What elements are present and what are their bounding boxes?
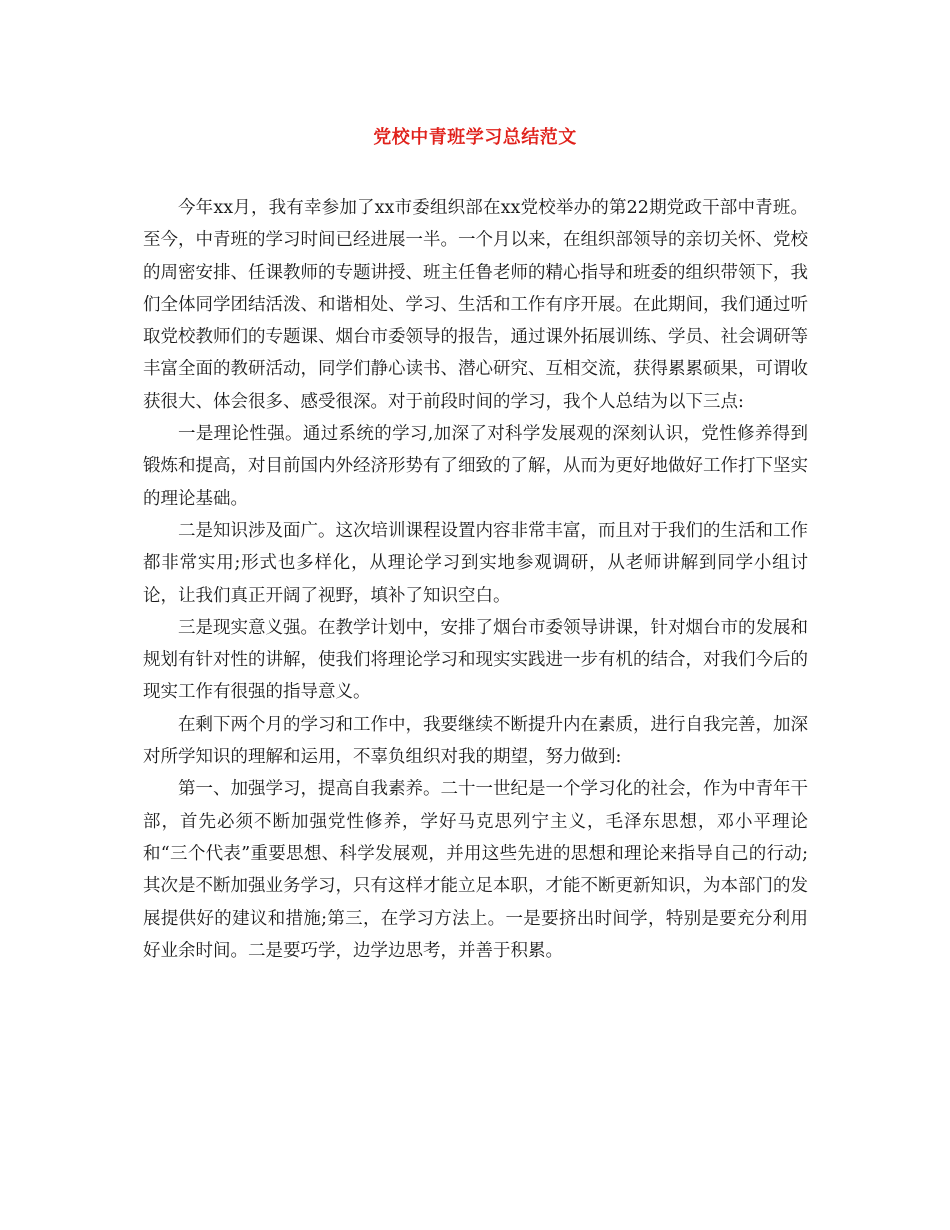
document-body [143,192,808,967]
document-title: 党校中青班学习总结范文 [373,127,577,148]
paragraph-first-goal: 第一、加强学习，提高自我素养。二十一世纪是一个学习化的社会，作为中青年干部，首先必须不断加强党性修养，学好马克思列宁主义，毛泽东思想，邓小平理论和“三个代表”重要思想、科学发展观，并用这些先进的思想和理论来指导自己的行动;其次是不断加强业务学习，只有这样才能立足本职，才能不断更新知识，为本部门的发展提供好的建议和措施;第三，在学习方法上。一是要挤出时间学，特别是要充分利用好业余时间。二是要巧学，边学边思考，并善于积累。 [143,779,808,961]
paragraph-intro: 今年xx月，我有幸参加了xx市委组织部在xx党校举办的第22期党政干部中青班。至今，中青班的学习时间已经进展一半。一个月以来，在组织部领导的亲切关怀、党校的周密安排、任课教师的专题讲授、班主任鲁老师的精心指导和班委的组织带领下，我们全体同学团结活泼、和谐相处、学习、生活和工作有序开展。在此期间，我们通过听取党校教师们的专题课、烟台市委领导的报告，通过课外拓展训练、学员、社会调研等丰富全面的教研活动，同学们静心读书、潜心研究、互相交流，获得累累硕果，可谓收获很大、体会很多、感受很深。对于前段时间的学习，我个人总结为以下三点: [143,198,808,412]
paragraph-point-one: 一是理论性强。通过系统的学习,加深了对科学发展观的深刻认识，党性修养得到锻炼和提高，对目前国内外经济形势有了细致的了解，从而为更好地做好工作打下坚实的理论基础。 [143,424,808,509]
paragraph-point-three: 三是现实意义强。在教学计划中，安排了烟台市委领导讲课，针对烟台市的发展和规划有针对性的讲解，使我们将理论学习和现实实践进一步有机的结合，对我们今后的现实工作有很强的指导意义。 [143,617,808,703]
paragraph-plan: 在剩下两个月的学习和工作中，我要继续不断提升内在素质，进行自我完善，加深对所学知识的理解和运用，不辜负组织对我的期望，努力做到: [143,714,808,768]
paragraph-point-two: 二是知识涉及面广。这次培训课程设置内容非常丰富，而且对于我们的生活和工作都非常实用;形式也多样化，从理论学习到实地参观调研，从老师讲解到同学小组讨论，让我们真正开阔了视野，填补了知识空白。 [143,520,808,606]
